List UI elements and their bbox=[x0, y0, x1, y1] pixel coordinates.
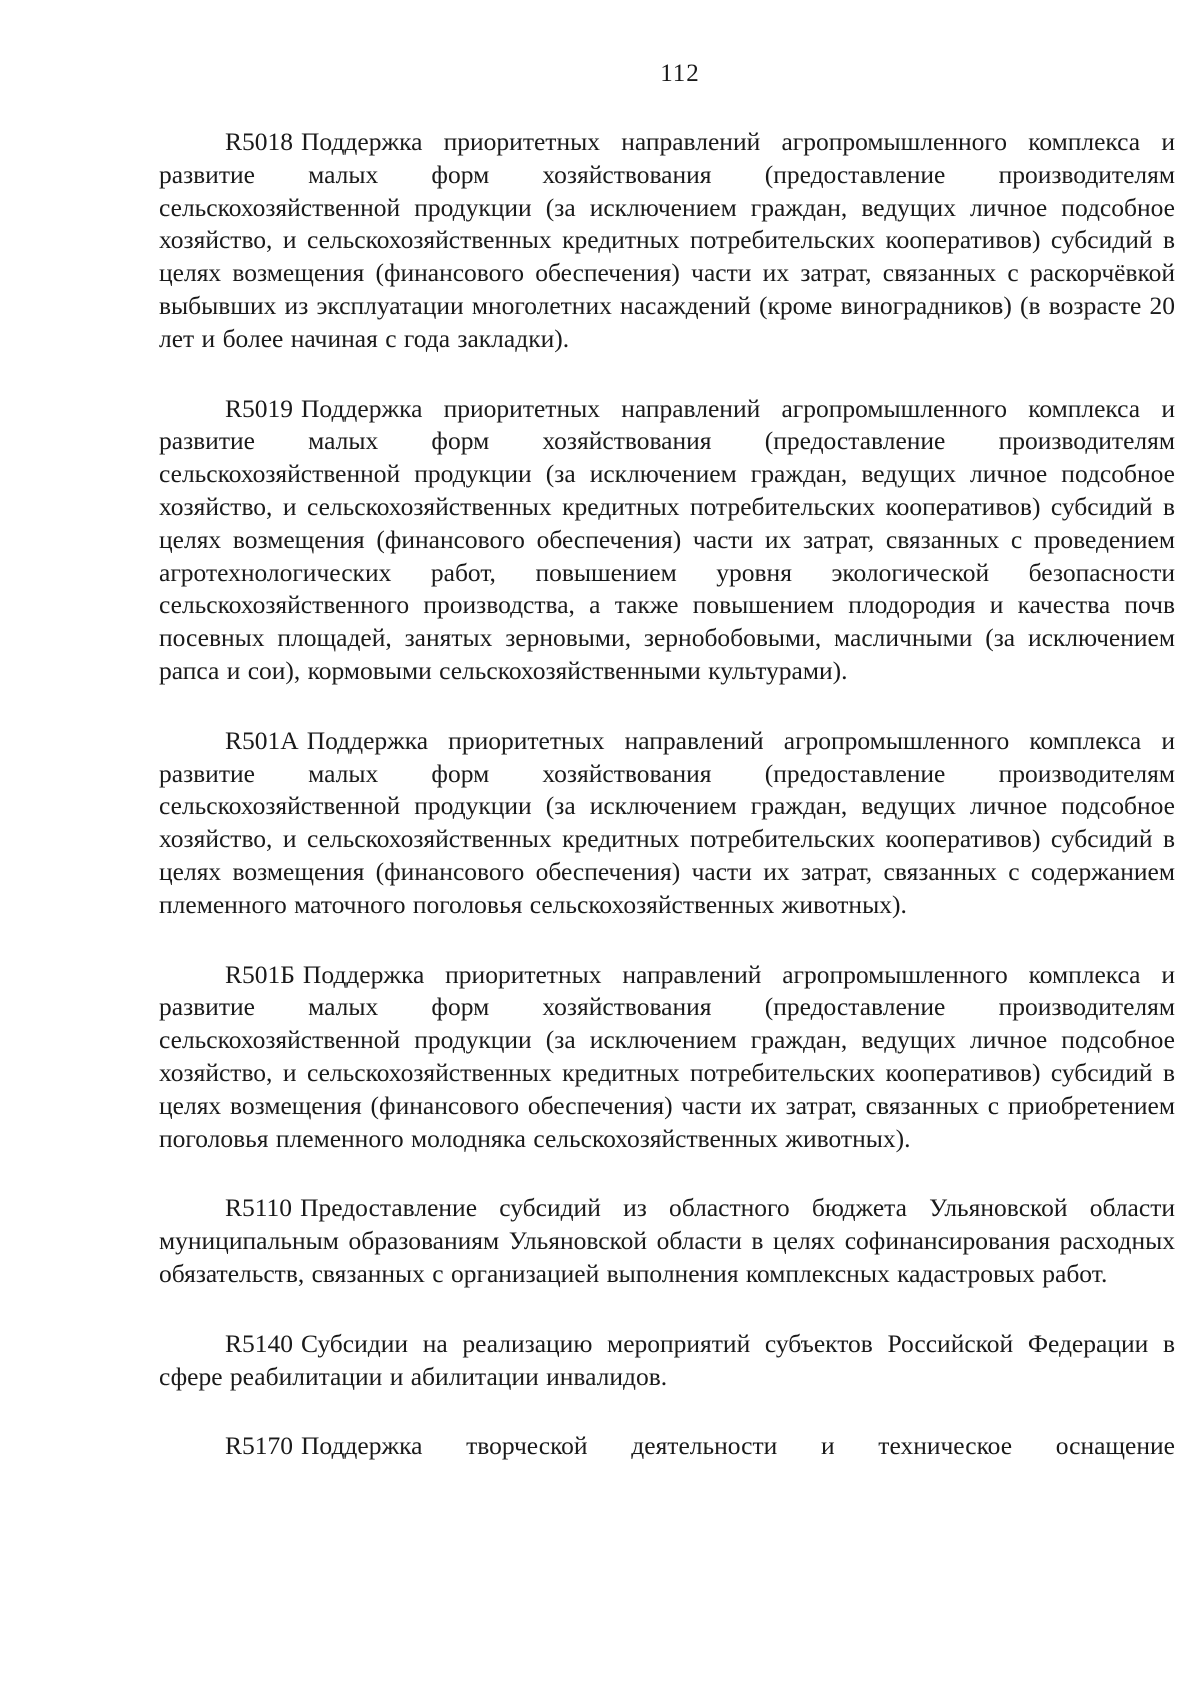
paragraph-r5140 bbox=[159, 1328, 1175, 1394]
paragraph-r501b bbox=[159, 959, 1175, 1156]
budget-code: R5019 bbox=[225, 393, 294, 423]
paragraph-r501a bbox=[159, 725, 1175, 922]
paragraph-r5018 bbox=[159, 126, 1175, 356]
budget-code: R501А bbox=[225, 725, 299, 755]
document-body bbox=[159, 126, 1175, 1500]
paragraph-r5019 bbox=[159, 393, 1175, 688]
paragraph-text: Поддержка приоритетных направлений агропромышленного комплекса и развитие малых форм хозяйствования (предоставление производителям сельскохозяйственной продукции (за исключением граждан, ведущих личное подсобное хозяйство, и сельскохозяйственных кредитных потребительских кооперативов) субсидий в целях возмещения (финансового обеспечения) части их затрат, связанных с приобретением поголовья племенного молодняка сельскохозяйственных животных). bbox=[159, 959, 1175, 1153]
budget-code: R501Б bbox=[225, 959, 295, 989]
paragraph-r5110 bbox=[159, 1192, 1175, 1290]
paragraph-text: Поддержка приоритетных направлений агропромышленного комплекса и развитие малых форм хозяйствования (предоставление производителям сельскохозяйственной продукции (за исключением граждан, ведущих личное подсобное хозяйство, и сельскохозяйственных кредитных потребительских кооперативов) субсидий в целях возмещения (финансового обеспечения) части их затрат, связанных с раскорчёвкой выбывших из эксплуатации многолетних насаждений (кроме виноградников) (в возрасте 20 лет и более начиная с года закладки). bbox=[159, 127, 1175, 353]
budget-code: R5018 bbox=[225, 127, 294, 156]
paragraph-r5170 bbox=[159, 1430, 1175, 1463]
budget-code: R5110 bbox=[225, 1193, 293, 1223]
budget-code: R5140 bbox=[225, 1328, 294, 1358]
paragraph-text: Субсидии на реализацию мероприятий субъектов Российской Федерации в сфере реабилитации и абилитации инвалидов. bbox=[159, 1328, 1175, 1391]
paragraph-text: Поддержка творческой деятельности и техническое оснащение bbox=[301, 1431, 1175, 1461]
page-number: 112 bbox=[660, 60, 700, 87]
budget-code: R5170 bbox=[225, 1431, 294, 1461]
paragraph-text: Предоставление субсидий из областного бюджета Ульяновской области муниципальным образованиям Ульяновской области в целях софинансирования расходных обязательств, связанных с организацией выполнения комплексных кадастровых работ. bbox=[159, 1193, 1175, 1288]
paragraph-text: Поддержка приоритетных направлений агропромышленного комплекса и развитие малых форм хозяйствования (предоставление производителям сельскохозяйственной продукции (за исключением граждан, ведущих личное подсобное хозяйство, и сельскохозяйственных кредитных потребительских кооперативов) субсидий в целях возмещения (финансового обеспечения) части их затрат, связанных с проведением агротехнологических работ, повышением уровня экологической безопасности сельскохозяйственного производства, а также повышением плодородия и качества почв посевных площадей, занятых зерновыми, зернобобовыми, масличными (за исключением рапса и сои), кормовыми сельскохозяйственными культурами). bbox=[159, 393, 1175, 685]
paragraph-text: Поддержка приоритетных направлений агропромышленного комплекса и развитие малых форм хозяйствования (предоставление производителям сельскохозяйственной продукции (за исключением граждан, ведущих личное подсобное хозяйство, и сельскохозяйственных кредитных потребительских кооперативов) субсидий в целях возмещения (финансового обеспечения) части их затрат, связанных с содержанием племенного маточного поголовья сельскохозяйственных животных). bbox=[159, 725, 1175, 919]
